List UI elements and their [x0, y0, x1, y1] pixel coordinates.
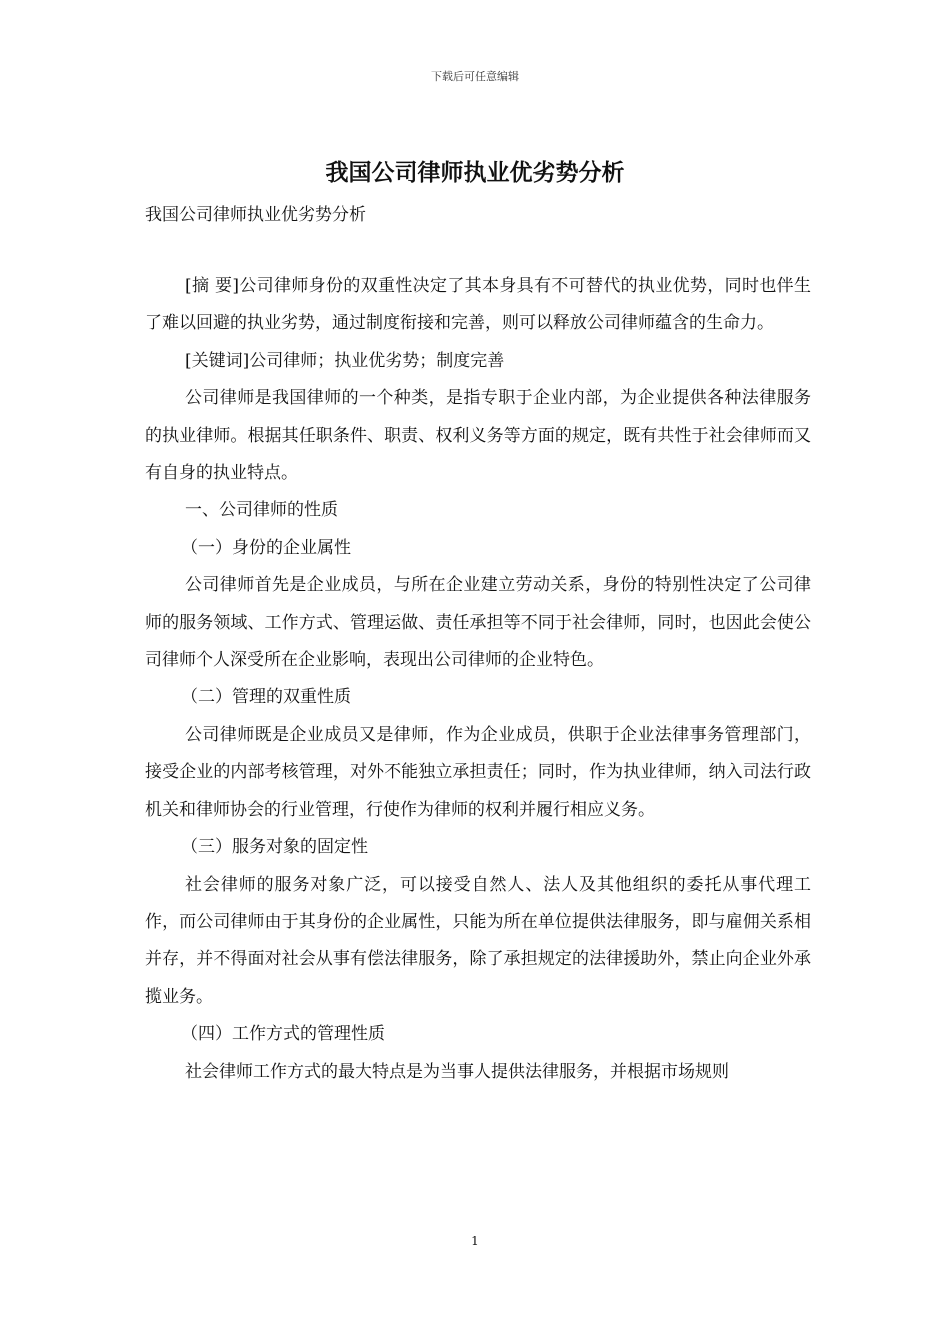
body-paragraph: 公司律师既是企业成员又是律师，作为企业成员，供职于企业法律事务管理部门，接受企业的内部考核管理，对外不能独立承担责任；同时，作为执业律师，纳入司法行政机关和律师协会的行业管理，行使作为律师的权利并履行相应义务。 — [145, 724, 811, 820]
subsection-heading: （三）服务对象的固定性 — [181, 837, 368, 858]
subsection-heading: （一）身份的企业属性 — [181, 537, 351, 558]
document-subtitle: 我国公司律师执业优劣势分析 — [145, 205, 366, 225]
page-number: 1 — [471, 1234, 479, 1248]
body-paragraph: 公司律师首先是企业成员，与所在企业建立劳动关系，身份的特别性决定了公司律师的服务领域、工作方式、管理运做、责任承担等不同于社会律师，同时，也因此会使公司律师个人深受所在企业影响，表现出公司律师的企业特色。 — [145, 575, 811, 671]
keywords-paragraph: [关键词]公司律师；执业优劣势；制度完善 — [185, 350, 505, 371]
document-title: 我国公司律师执业优劣势分析 — [325, 159, 625, 186]
document-body — [145, 268, 811, 1091]
section-heading: 一、公司律师的性质 — [185, 500, 338, 521]
subsection-heading: （二）管理的双重性质 — [181, 687, 351, 708]
body-paragraph: 社会律师的服务对象广泛，可以接受自然人、法人及其他组织的委托从事代理工作，而公司律师由于其身份的企业属性，只能为所在单位提供法律服务，即与雇佣关系相并存，并不得面对社会从事有偿法律服务，除了承担规定的法律援助外，禁止向企业外承揽业务。 — [145, 874, 811, 1007]
intro-paragraph: 公司律师是我国律师的一个种类，是指专职于企业内部，为企业提供各种法律服务的执业律师。根据其任职条件、职责、权利义务等方面的规定，既有共性于社会律师而又有自身的执业特点。 — [145, 388, 811, 484]
abstract-paragraph: [摘 要]公司律师身份的双重性决定了其本身具有不可替代的执业优势，同时也伴生了难以回避的执业劣势，通过制度衔接和完善，则可以释放公司律师蕴含的生命力。 — [145, 276, 811, 334]
subsection-heading: （四）工作方式的管理性质 — [181, 1024, 385, 1045]
body-paragraph: 社会律师工作方式的最大特点是为当事人提供法律服务，并根据市场规则 — [185, 1061, 729, 1082]
page-header: 下载后可任意编辑 — [431, 70, 519, 83]
